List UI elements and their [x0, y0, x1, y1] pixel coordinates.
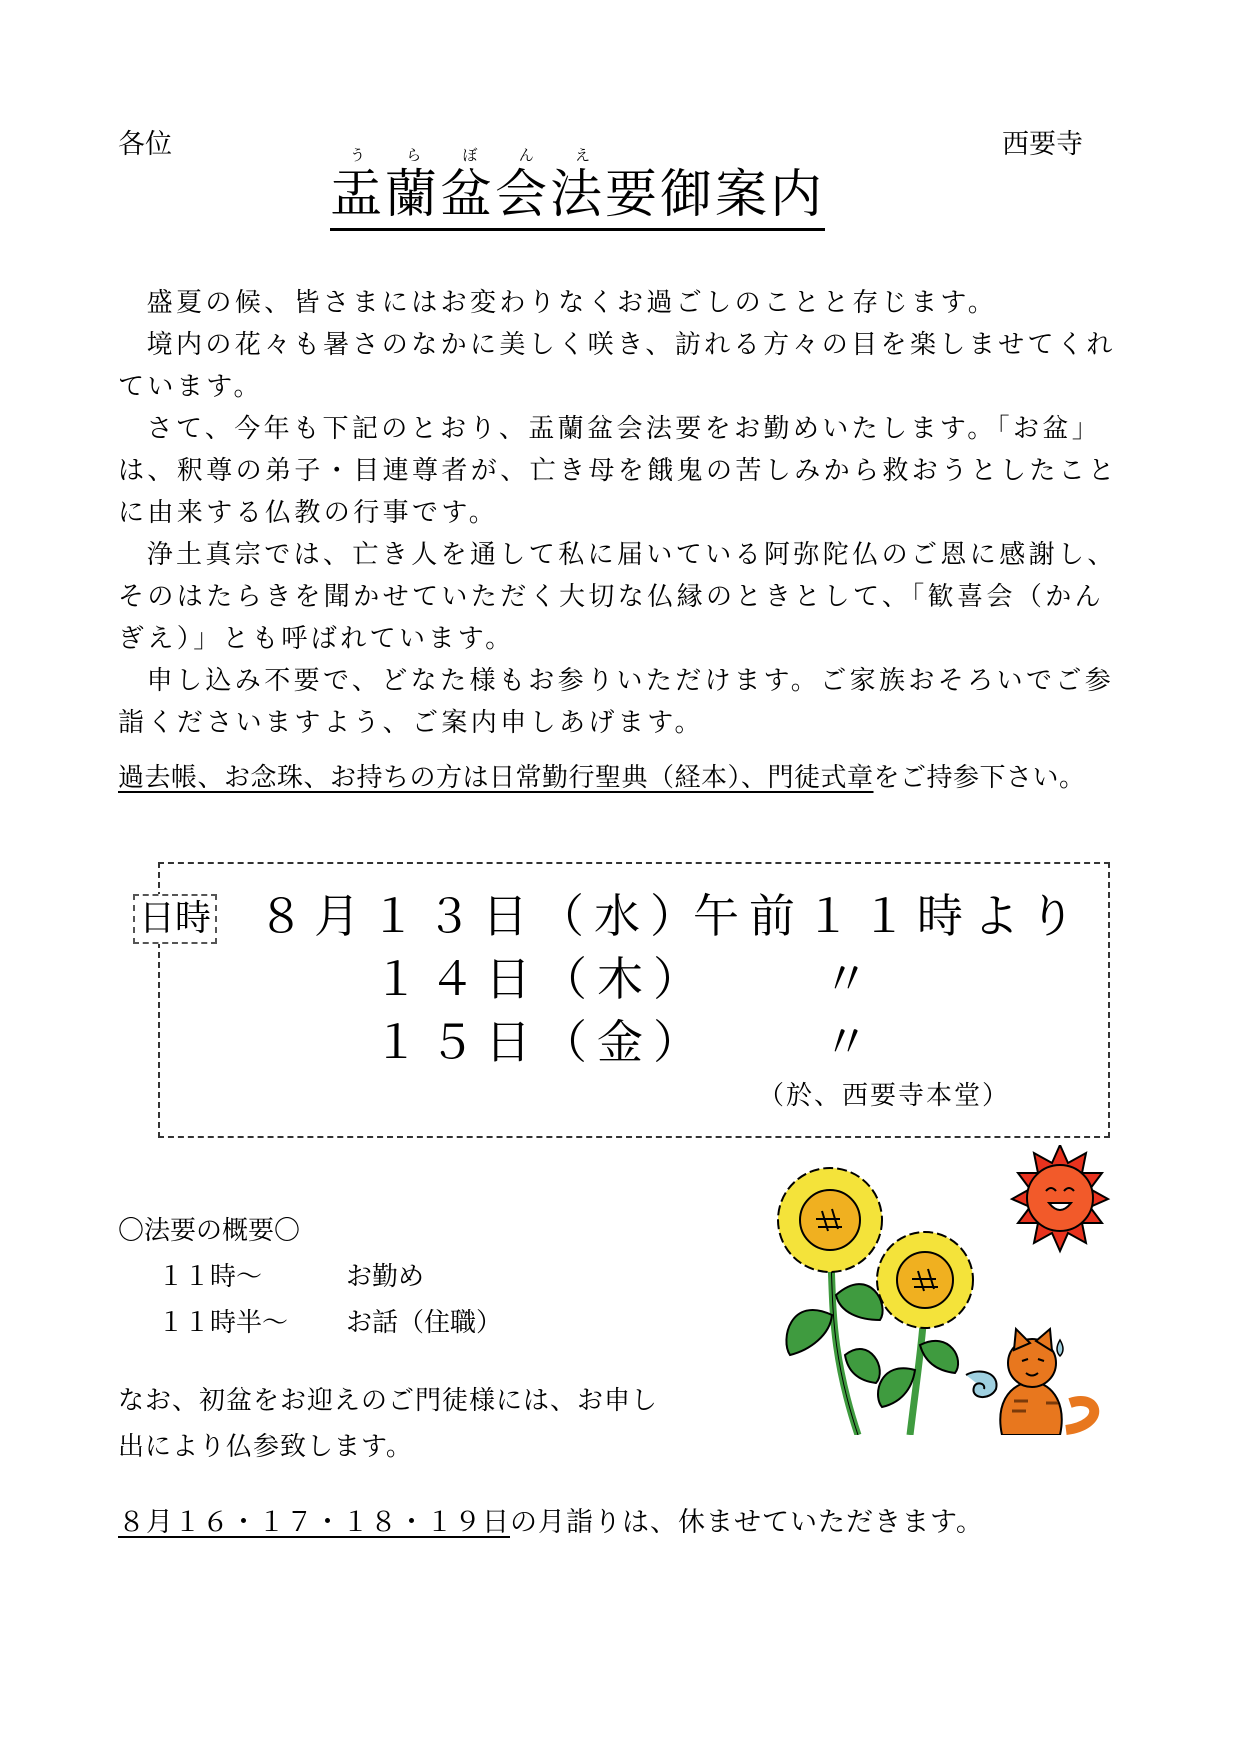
sunflower-icon: [877, 1232, 973, 1328]
body-paragraph: 申し込み不要で、どなた様もお参りいただけます。ご家族おそろいでご参詣くださいますよう、ご案内申しあげます。: [118, 666, 1115, 738]
outline-desc: お勤め: [346, 1262, 425, 1292]
outline-time: １１時～: [158, 1262, 263, 1292]
body-paragraph: 盛夏の候、皆さまにはお変わりなくお過ごしのことと存じます。: [146, 288, 998, 318]
venue: （於、西要寺本堂）: [758, 1081, 1011, 1111]
ruby-char: ぼ: [462, 146, 478, 164]
outline-item: [118, 1254, 502, 1300]
ruby-char: う: [350, 146, 366, 164]
first-obon-note: [118, 1378, 658, 1470]
schedule-time-ditto: 〃: [823, 1015, 879, 1069]
page-title: 盂蘭盆会法要御案内: [330, 164, 825, 231]
ruby-char: ん: [518, 146, 534, 164]
ruby-char: ら: [406, 146, 422, 164]
schedule-date: １５日（金）: [373, 1015, 709, 1069]
title-ruby: [350, 144, 590, 165]
body-paragraph: 境内の花々も暑さのなかに美しく咲き、訪れる方々の目を楽しませてくれています。: [118, 330, 1116, 402]
items-to-bring: [118, 757, 1138, 799]
schedule-time: 午前１１時より: [693, 889, 1085, 943]
schedule-date: ８月１３日（水）: [258, 889, 706, 943]
holiday-dates: ８月１６・１７・１８・１９日: [118, 1507, 510, 1538]
service-outline: [118, 1208, 502, 1346]
schedule-time-ditto: 〃: [823, 952, 879, 1006]
body-paragraph: さて、今年も下記のとおり、盂蘭盆会法要をお勤めいたします。「お盆」は、釈尊の弟子・目連尊者が、亡き母を餓鬼の苦しみから救おうとしたことに由来する仏教の行事です。: [118, 414, 1118, 528]
holiday-notice: [118, 1500, 984, 1539]
outline-time: １１時半～: [158, 1308, 289, 1338]
holiday-text: の月詣りは、休ませていただきます。: [510, 1507, 984, 1538]
ruby-char: え: [574, 146, 590, 164]
note-line: 出により仏参致します。: [118, 1432, 413, 1462]
items-to-bring-underlined: 過去帳、お念珠、お持ちの方は日常勤行聖典（経本）、門徒式章: [118, 763, 874, 793]
addressee: 各位: [118, 129, 172, 160]
note-line: なお、初盆をお迎えのご門徒様には、お申し: [118, 1386, 659, 1416]
sender-temple: 西要寺: [1002, 129, 1083, 160]
body-text: [118, 282, 1128, 744]
sun-icon: [1012, 1145, 1108, 1251]
outline-desc: お話（住職）: [346, 1308, 503, 1338]
outline-item: [118, 1300, 502, 1346]
cat-icon: [966, 1329, 1094, 1435]
sunflower-illustration: [770, 1145, 1130, 1435]
schedule-date: １４日（木）: [373, 952, 709, 1006]
outline-heading: 〇法要の概要〇: [118, 1216, 301, 1246]
schedule-label: 日時: [133, 894, 217, 944]
items-to-bring-rest: をご持参下さい。: [873, 763, 1086, 793]
body-paragraph: 浄土真宗では、亡き人を通して私に届いている阿弥陀仏のご恩に感謝し、そのはたらきを聞かせていただく大切な仏縁のときとして、「歓喜会（かんぎえ）」とも呼ばれています。: [118, 540, 1117, 654]
sunflower-icon: [778, 1168, 882, 1272]
